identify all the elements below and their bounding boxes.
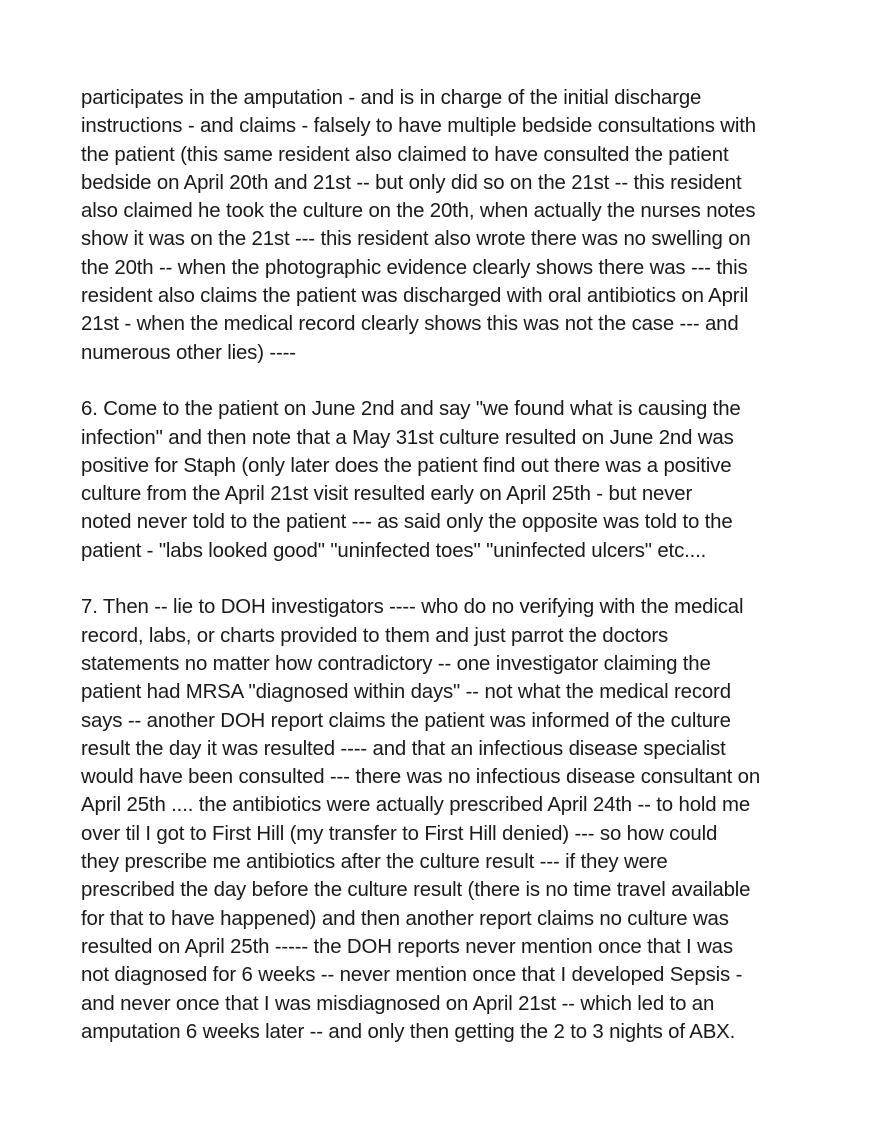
text-line: noted never told to the patient --- as said only the opposite was told to the [81,511,733,534]
paragraph-item-6 [81,395,821,565]
text-line: the patient (this same resident also claimed to have consulted the patient [81,143,729,166]
text-line: show it was on the 21st --- this resident also wrote there was no swelling on [81,228,751,251]
text-line: numerous other lies) ---- [81,341,296,364]
text-line: 21st - when the medical record clearly shows this was not the case --- and [81,313,739,336]
text-line: record, labs, or charts provided to them and just parrot the doctors [81,624,669,647]
text-line: culture from the April 21st visit resulted early on April 25th - but never [81,483,693,506]
document-page [81,84,821,1074]
text-line: not diagnosed for 6 weeks -- never mention once that I developed Sepsis - [81,964,743,987]
text-line: participates in the amputation - and is in charge of the initial discharge [81,87,702,109]
text-line: says -- another DOH report claims the patient was informed of the culture [81,709,731,732]
text-line: result the day it was resulted ---- and that an infectious disease specialist [81,737,726,760]
text-line: 6. Come to the patient on June 2nd and say "we found what is causing the [81,398,741,421]
text-line: and never once that I was misdiagnosed on April 21st -- which led to an [81,992,715,1015]
text-line: instructions - and claims - falsely to have multiple bedside consultations with [81,115,756,138]
text-line: the 20th -- when the photographic evidence clearly shows there was --- this [81,256,748,279]
text-line: statements no matter how contradictory -- one investigator claiming the [81,652,711,675]
text-line: also claimed he took the culture on the 20th, when actually the nurses notes [81,200,756,223]
text-line: April 25th .... the antibiotics were actually prescribed April 24th -- to hold me [81,794,751,817]
text-line: over til I got to First Hill (my transfer to First Hill denied) --- so how could [81,822,718,845]
text-line: resident also claims the patient was discharged with oral antibiotics on April [81,285,749,308]
text-line: prescribed the day before the culture result (there is no time travel available [81,879,751,902]
text-line: for that to have happened) and then another report claims no culture was [81,907,729,930]
text-line: patient - "labs looked good" "uninfected toes" "uninfected ulcers" etc.... [81,539,707,562]
text-line: patient had MRSA "diagnosed within days" -- not what the medical record [81,681,731,704]
text-line: infection" and then note that a May 31st culture resulted on June 2nd was [81,426,734,449]
text-line: 7. Then -- lie to DOH investigators ---- who do no verifying with the medical [81,596,744,619]
text-line: resulted on April 25th ----- the DOH reports never mention once that I was [81,935,733,958]
text-line: bedside on April 20th and 21st -- but only did so on the 21st -- this resident [81,171,742,194]
text-line: they prescribe me antibiotics after the culture result --- if they were [81,851,668,874]
paragraph-item-7 [81,593,821,1046]
text-line: would have been consulted --- there was no infectious disease consultant on [81,766,761,789]
paragraph-resident-claims [81,84,821,367]
text-line: positive for Staph (only later does the patient find out there was a positive [81,454,732,477]
text-line: amputation 6 weeks later -- and only then getting the 2 to 3 nights of ABX. [81,1020,736,1043]
